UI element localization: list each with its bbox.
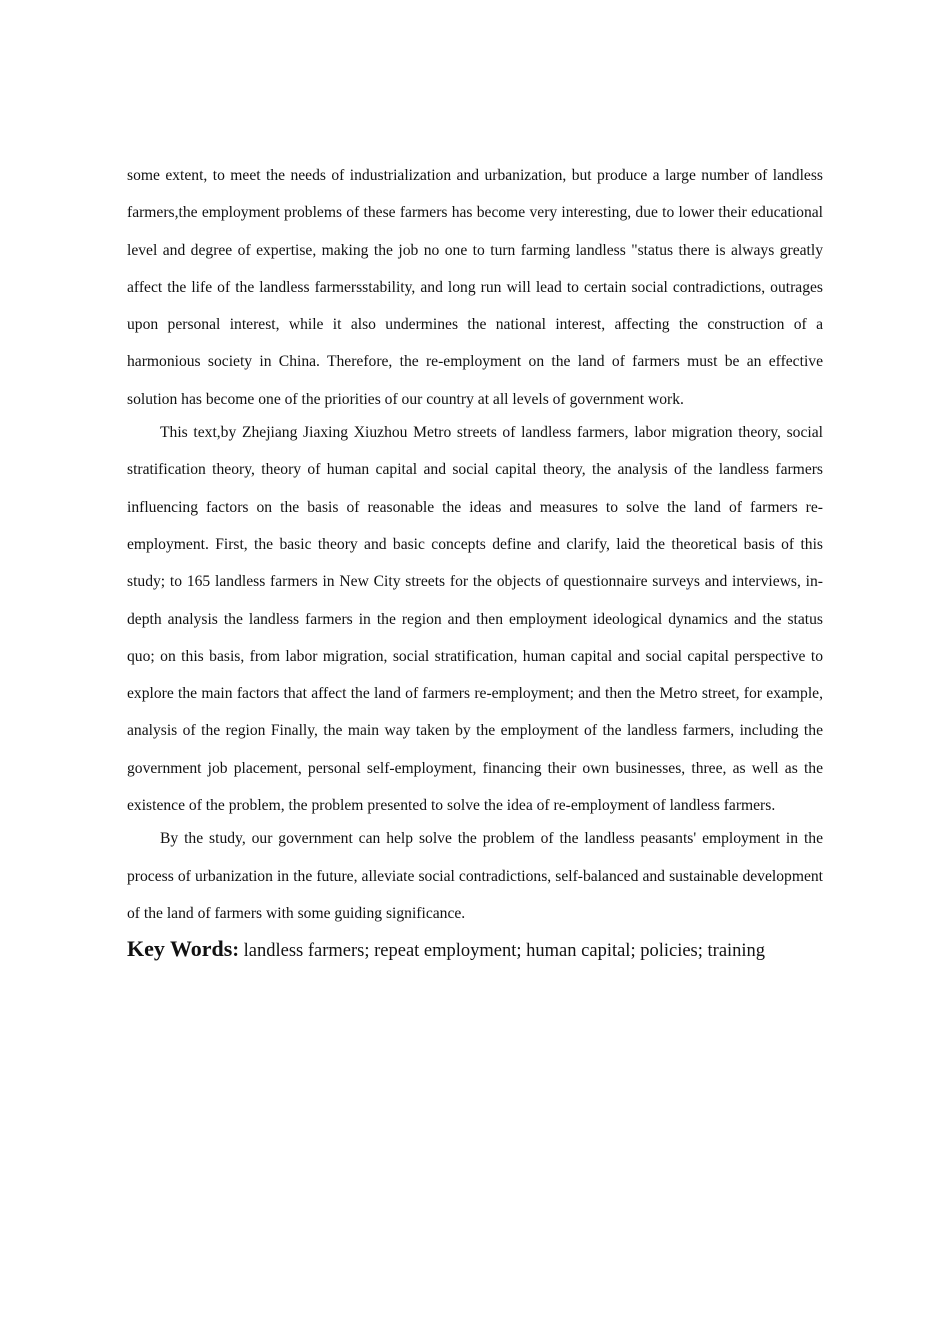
keywords-line <box>127 934 823 966</box>
keywords-label: Key Words <box>127 936 233 962</box>
keywords-colon: : <box>232 939 239 962</box>
keywords-text: landless farmers; repeat employment; human capital; policies; training <box>239 941 766 962</box>
document-page <box>127 157 823 966</box>
paragraph-methodology: This text,by Zhejiang Jiaxing Xiuzhou Metro streets of landless farmers, labor migration theory, social stratification theory, theory of human capital and social capital theory, the analysis of the landless farmers influencing factors on the basis of reasonable the ideas and measures to solve the land of farmers re-employment. First, the basic theory and basic concepts define and clarify, laid the theoretical basis of this study; to 165 landless farmers in New City streets for the objects of questionnaire surveys and interviews, in-depth analysis the landless farmers in the region and then employment ideological dynamics and the status quo; on this basis, from labor migration, social stratification, human capital and social capital perspective to explore the main factors that affect the land of farmers re-employment; and then the Metro street, for example, analysis of the region Finally, the main way taken by the employment of the landless farmers, including the government job placement, personal self-employment, financing their own businesses, three, as well as the existence of the problem, the problem presented to solve the idea of re-employment of landless farmers. <box>127 424 823 815</box>
paragraph-significance: By the study, our government can help solve the problem of the landless peasants' employment in the process of urbanization in the future, alleviate social contradictions, self-balanced and sustainable development of the land of farmers with some guiding significance. <box>127 830 823 922</box>
paragraph-continuation: some extent, to meet the needs of industrialization and urbanization, but produce a large number of landless farmers,the employment problems of these farmers has become very interesting, due to lower their educational level and degree of expertise, making the job no one to turn farming landless "status there is always greatly affect the life of the landless farmersstability, and long run will lead to certain social contradictions, outrages upon personal interest, while it also undermines the national interest, affecting the construction of a harmonious society in China. Therefore, the re-employment on the land of farmers must be an effective solution has become one of the priorities of our country at all levels of government work. <box>127 167 823 408</box>
